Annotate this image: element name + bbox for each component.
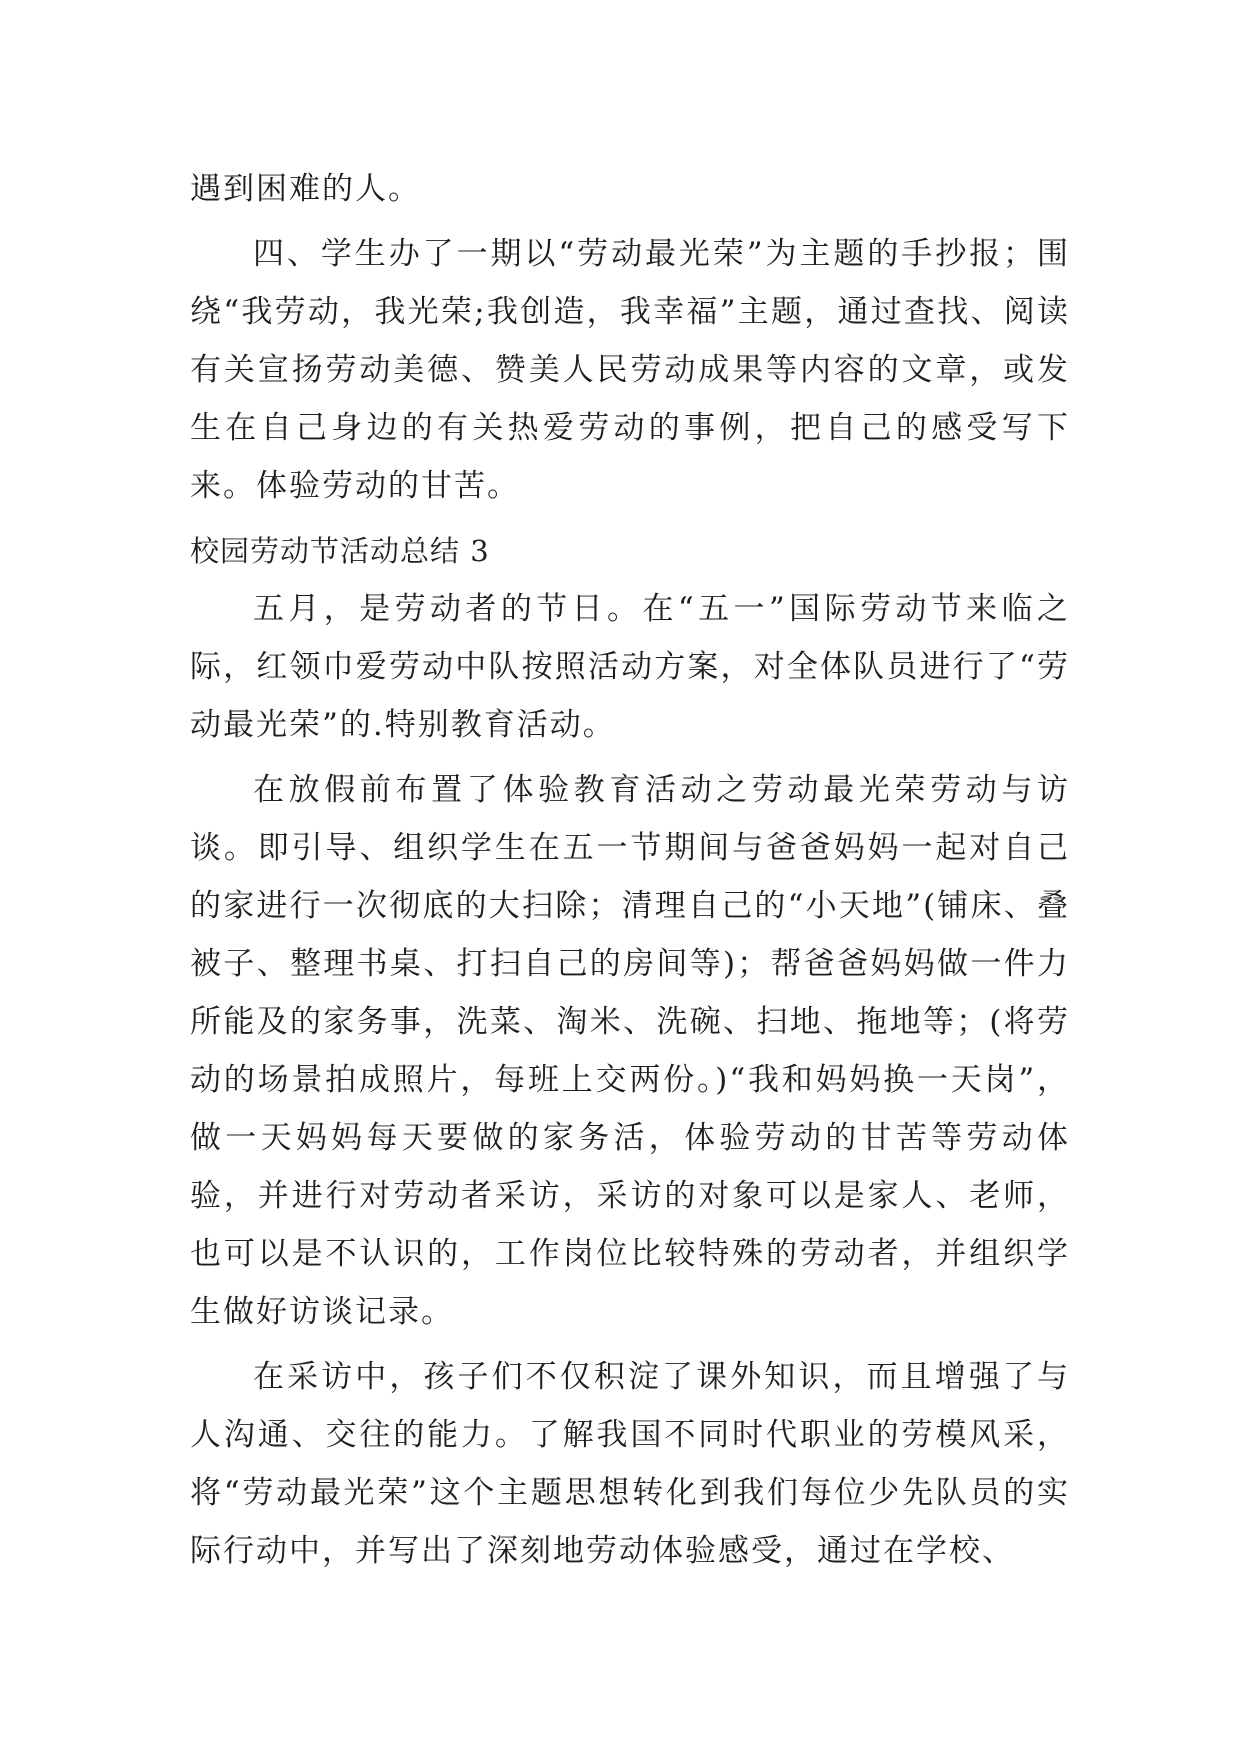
paragraph-interview-results: 在采访中，孩子们不仅积淀了课外知识，而且增强了与人沟通、交往的能力。了解我国不同时代职业的劳模风采，将“劳动最光荣”这个主题思想转化到我们每位少先队员的实际行动中，并写出了深刻地劳动体验感受，通过在学校、 (190, 1359, 1070, 1569)
paragraph-continued: 遇到困难的人。 (190, 171, 421, 207)
document-body (190, 160, 1070, 1587)
paragraph-handwritten-newspaper: 四、学生办了一期以“劳动最光荣”为主题的手抄报；围绕“我劳动，我光荣;我创造，我幸福”主题，通过查找、阅读有关宣扬劳动美德、赞美人民劳动成果等内容的文章，或发生在自己身边的有关热爱劳动的事例，把自己的感受写下来。体验劳动的甘苦。 (190, 236, 1070, 504)
paragraph-holiday-activities: 在放假前布置了体验教育活动之劳动最光荣劳动与访谈。即引导、组织学生在五一节期间与爸爸妈妈一起对自己的家进行一次彻底的大扫除；清理自己的“小天地”(铺床、叠被子、整理书桌、打扫自己的房间等)；帮爸爸妈妈做一件力所能及的家务事，洗菜、淘米、洗碗、扫地、拖地等；(将劳动的场景拍成照片，每班上交两份。)“我和妈妈换一天岗”，做一天妈妈每天要做的家务活，体验劳动的甘苦等劳动体验，并进行对劳动者采访，采访的对象可以是家人、老师，也可以是不认识的，工作岗位比较特殊的劳动者，并组织学生做好访谈记录。 (190, 772, 1070, 1330)
paragraph-may-day-intro: 五月，是劳动者的节日。在“五一”国际劳动节来临之际，红领巾爱劳动中队按照活动方案，对全体队员进行了“劳动最光荣”的.特别教育活动。 (190, 591, 1070, 743)
section-heading: 校园劳动节活动总结 3 (190, 534, 490, 568)
